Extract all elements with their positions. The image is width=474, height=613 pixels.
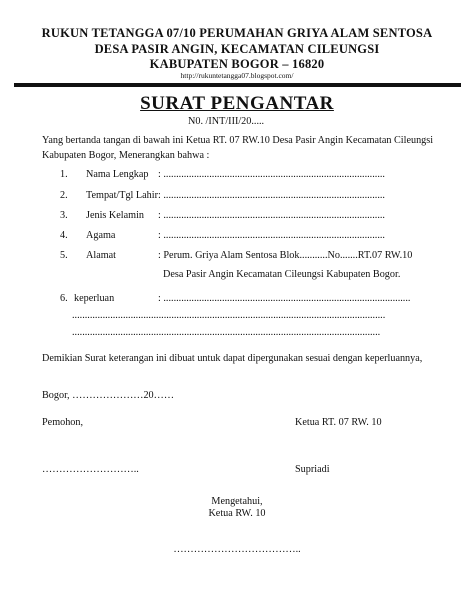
letterhead-line-1: RUKUN TETANGGA 07/10 PERUMAHAN GRIYA ALAM SENTOSA — [41, 26, 433, 40]
purpose-line-2: ........................................................................................................................... — [72, 310, 386, 321]
closing-statement: Demikian Surat keterangan ini dibuat untuk dapat dipergunakan sesuai dengan keperluannya, — [42, 353, 423, 364]
purpose-value: : ................................................................................................. — [158, 293, 411, 304]
letterhead-line-2: DESA PASIR ANGIN, KECAMATAN CILEUNGSI — [94, 42, 380, 56]
field-value-nama-lengkap: : ....................................................................................... — [158, 169, 385, 180]
purpose-number: 6. — [60, 293, 68, 304]
purpose-line-3: ......................................................................................................................... — [72, 327, 381, 338]
field-number: 1. — [60, 169, 68, 180]
document-number: N0. /INT/III/20..... — [188, 116, 265, 127]
field-value-jenis-kelamin: : ....................................................................................... — [158, 210, 385, 221]
rt-head-label: Ketua RT. 07 RW. 10 — [295, 417, 382, 428]
intro-line-1: Yang bertanda tangan di bawah ini Ketua RT. 07 RW.10 Desa Pasir Angin Kecamatan Cileungsi — [42, 135, 434, 146]
field-label-tempat-tgl-lahir: Tempat/Tgl Lahir — [86, 190, 158, 201]
applicant-label: Pemohon, — [42, 417, 84, 428]
field-number: 5. — [60, 250, 68, 261]
address-line-2: Desa Pasir Angin Kecamatan Cileungsi Kabupaten Bogor. — [163, 269, 401, 280]
rt-head-name: Supriadi — [295, 464, 330, 475]
field-value-agama: : ....................................................................................... — [158, 230, 385, 241]
place-date: Bogor, …………………20…… — [42, 390, 175, 401]
field-label-jenis-kelamin: Jenis Kelamin — [86, 210, 145, 221]
letterhead-line-3: KABUPATEN BOGOR – 16820 — [149, 57, 325, 71]
field-number: 2. — [60, 190, 68, 201]
field-label-agama: Agama — [86, 230, 116, 241]
document-title: SURAT PENGANTAR — [140, 93, 334, 114]
field-label-alamat: Alamat — [86, 250, 116, 261]
applicant-signature-line: ……………………….. — [42, 464, 139, 475]
field-value-alamat: : Perum. Griya Alam Sentosa Blok...........No.......RT.07 RW.10 — [158, 250, 413, 261]
rw-head-label: Ketua RW. 10 — [208, 508, 266, 519]
field-label-nama-lengkap: Nama Lengkap — [86, 169, 149, 180]
field-number: 4. — [60, 230, 68, 241]
field-number: 3. — [60, 210, 68, 221]
acknowledged-label: Mengetahui, — [211, 496, 263, 507]
letterhead-divider — [14, 83, 461, 87]
field-value-tempat-tgl-lahir: : ....................................................................................... — [158, 190, 385, 201]
intro-line-2: Kabupaten Bogor, Menerangkan bahwa : — [42, 150, 210, 161]
purpose-label: keperluan — [74, 293, 115, 304]
rw-signature-line: ……………………………….. — [173, 544, 301, 555]
letterhead-url: http://rukuntetangga07.blogspot.com/ — [180, 71, 294, 80]
